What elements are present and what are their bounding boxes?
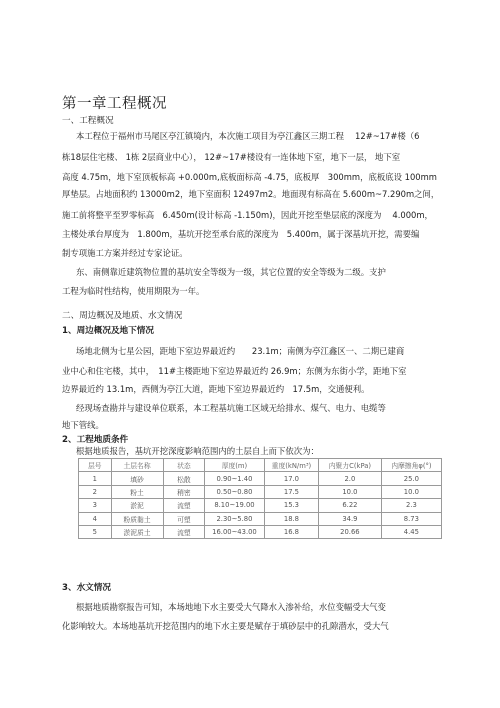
paragraph-line: 地下管线。 <box>62 420 104 430</box>
paragraph-line: 根据地质勘察报告可知，本场地地下水主要受大气降水入渗补给，水位变幅受大气变 <box>76 602 386 612</box>
table-cell: 2.30~5.80 <box>205 512 265 525</box>
section-heading: 一、工程概况 <box>62 116 114 126</box>
table-cell: 16.8 <box>264 525 318 538</box>
table-cell: 可塑 <box>163 512 204 525</box>
table-cell: 15.3 <box>264 499 318 512</box>
table-cell: 4 <box>79 512 112 525</box>
paragraph-line: 主楼处承台厚度为 1.800m，基坑开挖至承台底的深度为 5.400m，属于深基坑开挖，需要编 <box>62 229 420 239</box>
paragraph-line: 场地北侧为七星公园，距地下室边界最近约 23.1m；南侧为亭江鑫区一、二期已建商 <box>76 346 405 356</box>
table-cell: 6.22 <box>319 499 382 512</box>
paragraph-line: 制专项施工方案并经过专家论证。 <box>62 248 188 258</box>
table-cell: 粉土 <box>111 485 163 498</box>
table-cell: 松散 <box>163 472 204 485</box>
section-heading: 二、周边概况及地质、水文情况 <box>62 311 183 321</box>
table-cell: 16.00~43.00 <box>205 525 265 538</box>
table-cell: 20.66 <box>319 525 382 538</box>
subsection-heading: 3、水文情况 <box>62 583 111 593</box>
table-cell: 粉质黏土 <box>111 512 163 525</box>
table-header-row <box>79 459 442 472</box>
table-cell: 0.90~1.40 <box>205 472 265 485</box>
paragraph-line: 栋18层住宅楼、 1栋 2层商业中心）， 12#~17#楼设有一连体地下室，地下一层， 地下室 <box>62 152 401 162</box>
column-header: 状态 <box>163 459 204 472</box>
subsection-heading: 1、周边概况及地下情况 <box>62 326 154 336</box>
table-cell: 10.0 <box>381 485 441 498</box>
table-row <box>79 499 442 512</box>
paragraph-line: 工程为临时性结构，使用期限为一年。 <box>62 286 205 296</box>
table-cell: 稍密 <box>163 485 204 498</box>
table-cell: 18.8 <box>264 512 318 525</box>
table-cell: 5 <box>79 525 112 538</box>
table-cell: 2.3 <box>381 499 441 512</box>
chapter-title: 第一章工程概况 <box>62 96 167 112</box>
column-header: 内聚力C(kPa) <box>319 459 382 472</box>
table-cell: 填砂 <box>111 472 163 485</box>
table-cell: 流塑 <box>163 499 204 512</box>
paragraph-line: 业中心和住宅楼，其中， 11#主楼距地下室边界最近约 26.9m；东侧为东街小学，距地下室 <box>62 366 407 376</box>
table-cell: 25.0 <box>381 472 441 485</box>
table-cell: 8.73 <box>381 512 441 525</box>
table-cell: 17.5 <box>264 485 318 498</box>
paragraph-line: 高度 4.75m，地下室顶板标高 +0.000m,底板面标高 -4.75，底板厚 300mm，底板底设 100mm <box>62 172 437 182</box>
paragraph-line: 东、南侧靠近建筑物位置的基坑安全等级为一级，其它位置的安全等级为二级。支护 <box>76 267 386 277</box>
paragraph-line: 本工程位于福州市马尾区亭江镇境内，本次施工项目为亭江鑫区三期工程 12#~17#楼（6 <box>76 131 420 141</box>
table-cell: 34.9 <box>319 512 382 525</box>
table-cell: 4.45 <box>381 525 441 538</box>
table-row <box>79 485 442 498</box>
table-cell: 2 <box>79 485 112 498</box>
column-header: 厚度(m) <box>205 459 265 472</box>
table-cell: 10.0 <box>319 485 382 498</box>
column-header: 层号 <box>79 459 112 472</box>
column-header: 重度(kN/m³) <box>264 459 318 472</box>
table-cell: 17.0 <box>264 472 318 485</box>
paragraph-line: 化影响较大。本场地基坑开挖范围内的地下水主要是赋存于填砂层中的孔隙潜水，受大气 <box>62 621 389 631</box>
paragraph-line: 边界最近约 13.1m，西侧为亭江大道，距地下室边界最近约 17.5m，交通便利。 <box>62 384 370 394</box>
paragraph-line: 厚垫层。占地面积约 13000m2，地下室面积 12497m2。地面现有标高在 5.600m~7.290m之间， <box>62 189 440 199</box>
table-row <box>79 525 442 538</box>
column-header: 内摩擦角φ(°) <box>381 459 441 472</box>
table-intro: 根据地质报告，基坑开挖深度影响范围内的土层自上而下依次为： <box>76 446 319 456</box>
table-cell: 8.10~19.00 <box>205 499 265 512</box>
column-header: 土层名称 <box>111 459 163 472</box>
soil-layer-table <box>78 458 442 539</box>
table-cell: 1 <box>79 472 112 485</box>
table-cell: 3 <box>79 499 112 512</box>
table-row <box>79 512 442 525</box>
table-cell: 流塑 <box>163 525 204 538</box>
paragraph-line: 经现场查勘并与建设单位联系，本工程基坑施工区域无给排水、煤气、电力、电缆等 <box>76 403 386 413</box>
table-cell: 淤泥质土 <box>111 525 163 538</box>
table-cell: 2.0 <box>319 472 382 485</box>
table-row <box>79 472 442 485</box>
table-cell: 淤泥 <box>111 499 163 512</box>
subsection-heading: 2、工程地质条件 <box>62 435 129 445</box>
table-cell: 0.50~0.80 <box>205 485 265 498</box>
paragraph-line: 施工前将整平至罗零标高 6.450m(设计标高 -1.150m)，因此开挖至垫层底的深度为 4.000m， <box>62 210 433 220</box>
